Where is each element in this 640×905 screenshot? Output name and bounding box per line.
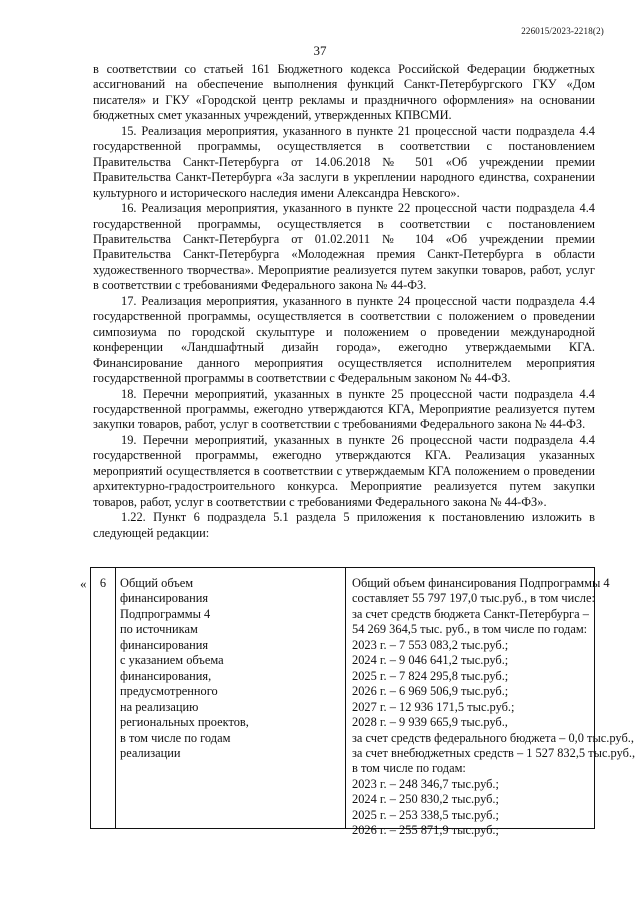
document-number: 226015/2023-2218(2) xyxy=(521,26,604,36)
name-line: Подпрограммы 4 xyxy=(120,606,211,621)
value-line: в том числе по годам: xyxy=(352,761,466,776)
value-line: Общий объем финансирования Подпрограммы 4 xyxy=(352,576,610,590)
paragraph: 19. Перечни мероприятий, указанных в пункте 26 процессной части подраздела 4.4 государственной программы, ежегодно утверждаются КГА. Реализация указанных мероприятий осуществляется в соответствии с утверждаемым КГА положением о проведении архитектурно-градостроительного конкурса. Мероприятие реализуется путем закупки товаров, работ, услуг в соответствии с требованиями Федерального закона № 44-ФЗ». xyxy=(93,432,595,509)
paragraph: 18. Перечни мероприятий, указанных в пункте 25 процессной части подраздела 4.4 государственной программы, ежегодно утверждаются КГА, Мероприятие реализуется путем закупки товаров, работ, услуг в соответствии с требованиями Федерального закона № 44-ФЗ. xyxy=(93,386,595,432)
page-number: 37 xyxy=(313,43,327,58)
value-line: 2025 г. – 253 338,5 тыс.руб.; xyxy=(352,807,499,822)
name-line: в том числе по годам xyxy=(120,730,231,745)
name-line: реализации xyxy=(120,745,181,760)
value-line: 2023 г. – 7 553 083,2 тыс.руб.; xyxy=(352,637,509,652)
value-line: 54 269 364,5 тыс. руб., в том числе по годам: xyxy=(352,622,588,637)
value-line: 2027 г. – 12 936 171,5 тыс.руб.; xyxy=(352,699,515,714)
name-line: по источникам xyxy=(120,622,198,637)
value-line: составляет 55 797 197,0 тыс.руб., в том числе: xyxy=(352,591,595,606)
name-line: на реализацию xyxy=(120,699,199,714)
name-line: Общий объем xyxy=(120,576,194,590)
paragraph: в соответствии со статьей 161 Бюджетного кодекса Российской Федерации бюджетных ассигнований на обеспечение выполнения функций Санкт-Петербургского ГКУ «Дом писателя» и ГКУ «Городской центр рекламы и праздничного оформления» на основании бюджетных смет указанных учреждений, утвержденных КПВСМИ. xyxy=(93,62,595,123)
body-text xyxy=(93,62,595,541)
row-number: 6 xyxy=(91,568,116,828)
value-line: 2023 г. – 248 346,7 тыс.руб.; xyxy=(352,776,499,791)
financing-table xyxy=(90,567,636,838)
paragraph: 16. Реализация мероприятия, указанного в пункте 22 процессной части подраздела 4.4 государственной программы, осуществляется в соответствии с постановлением Правительства Санкт-Петербурга от 01.02.2011 № 104 «Об учреждении премии Правительства Санкт-Петербурга «Молодежная премия Санкт-Петербурга в области художественного творчества». Мероприятие реализуется путем закупки товаров, работ, услуг в соответствии с требованиями Федерального закона № 44-ФЗ. xyxy=(93,201,595,293)
value-line: 2025 г. – 7 824 295,8 тыс.руб.; xyxy=(352,668,509,683)
value-line: 2026 г. – 255 871,9 тыс.руб.; xyxy=(352,823,499,838)
name-line: региональных проектов, xyxy=(120,715,249,730)
value-line: 2026 г. – 6 969 506,9 тыс.руб.; xyxy=(352,684,509,699)
row-name-cell xyxy=(116,568,346,828)
value-line: 2024 г. – 250 830,2 тыс.руб.; xyxy=(352,792,499,807)
name-line: предусмотренного xyxy=(120,684,218,699)
name-line: финансирования, xyxy=(120,668,212,683)
name-line: финансирования xyxy=(120,637,209,652)
value-line: 2024 г. – 9 046 641,2 тыс.руб.; xyxy=(352,653,509,668)
value-line: за счет внебюджетных средств – 1 527 832,5 тыс.руб., xyxy=(352,745,636,760)
paragraph: 17. Реализация мероприятия, указанного в пункте 24 процессной части подраздела 4.4 государственной программы, осуществляется в соответствии с положением о проведении симпозиума по городской скульптуре и положением о проведении международной конференции «Ландшафтный дизайн города», ежегодно утверждаемыми КГА. Финансирование данного мероприятия осуществляется исполнителем мероприятия государственной программы в соответствии с Федеральным законом № 44-ФЗ. xyxy=(93,293,595,386)
value-line: 2028 г. – 9 939 665,9 тыс.руб., xyxy=(352,715,508,730)
paragraph: 15. Реализация мероприятия, указанного в пункте 21 процессной части подраздела 4.4 государственной программы, осуществляется в соответствии с постановлением Правительства Санкт-Петербурга от 14.06.2018 № 501 «Об учреждении премии Правительства Санкт-Петербурга «За заслуги в укреплении народного единства, сохранении культурного и исторического наследия имени Александра Невского». xyxy=(93,123,595,200)
value-line: за счет средств бюджета Санкт-Петербурга – xyxy=(352,606,589,621)
opening-quote: « xyxy=(80,576,87,591)
paragraph: 1.22. Пункт 6 подраздела 5.1 раздела 5 приложения к постановлению изложить в следующей редакции: xyxy=(93,510,595,540)
name-line: финансирования xyxy=(120,591,209,606)
row-value-cell xyxy=(346,568,636,838)
name-line: с указанием объема xyxy=(120,653,224,668)
value-line: за счет средств федерального бюджета – 0,0 тыс.руб., xyxy=(352,730,634,745)
